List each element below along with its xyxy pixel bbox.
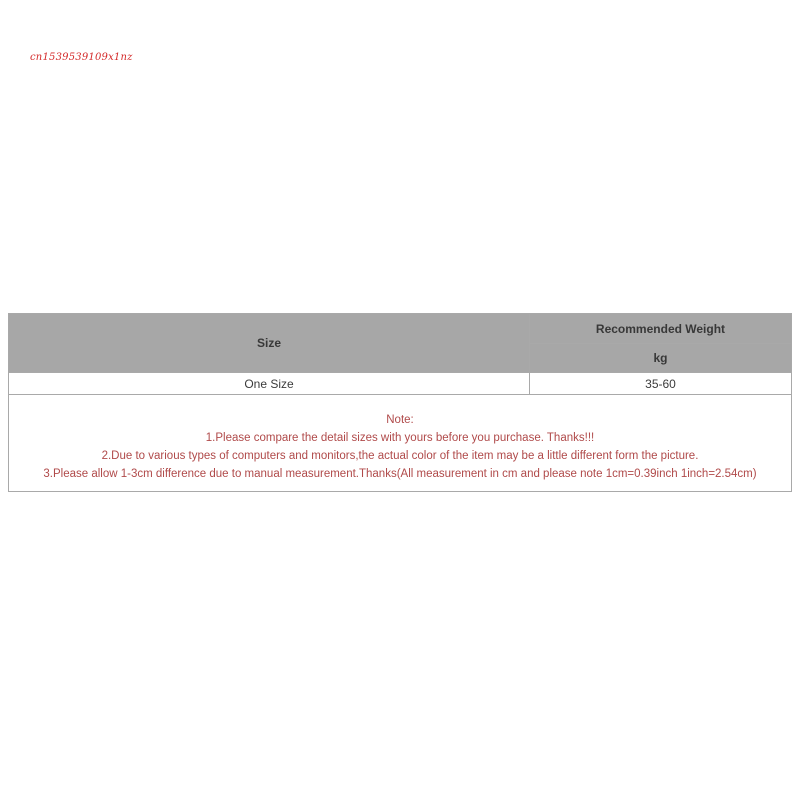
watermark-text: cn1539539109x1nz — [30, 52, 133, 63]
note-title: Note: — [386, 414, 414, 426]
size-cell: One Size — [9, 373, 530, 395]
size-column-header: Size — [9, 314, 530, 373]
note-line-3: 3.Please allow 1-3cm difference due to manual measurement.Thanks(All measurement in cm and please note 1cm=0.39inch 1inch=2.54cm) — [43, 468, 757, 480]
size-chart-table — [8, 313, 792, 492]
note-line-1: 1.Please compare the detail sizes with yours before you purchase. Thanks!!! — [205, 432, 595, 444]
weight-column-header: Recommended Weight — [530, 314, 792, 344]
weight-cell: 35-60 — [530, 373, 792, 395]
notes-cell — [9, 395, 792, 492]
table-row — [9, 373, 792, 395]
weight-unit-header: kg — [530, 344, 792, 373]
note-line-2: 2.Due to various types of computers and monitors,the actual color of the item may be a little different form the picture. — [101, 450, 699, 462]
